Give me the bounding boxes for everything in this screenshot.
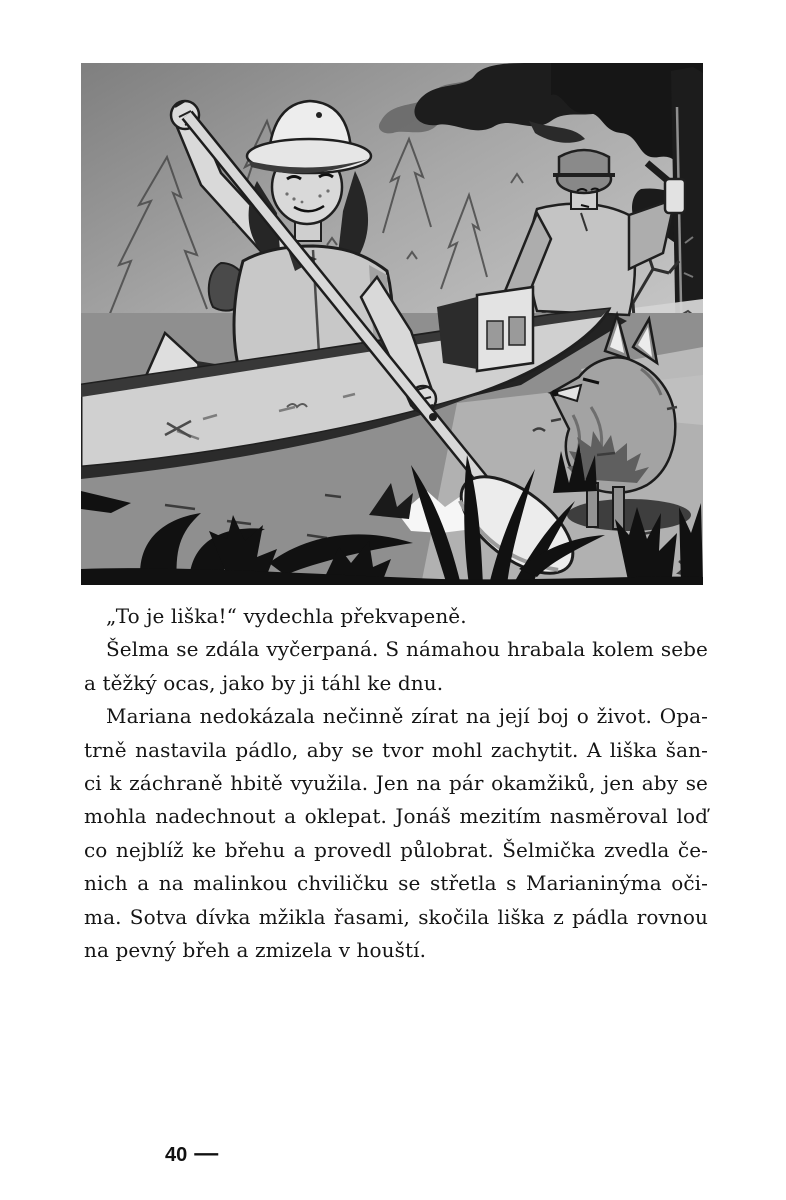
- text-line: Šelma se zdála vyčerpaná. S námahou hrabala kolem sebe: [106, 637, 708, 662]
- paragraph: [84, 700, 708, 967]
- text-line: na pevný břeh a zmizela v houští.: [84, 938, 427, 963]
- text-line: nich a na malinkou chviličku se střetla s Marianinýma oči-: [84, 871, 708, 896]
- body-text: [84, 600, 708, 967]
- text-line: ma. Sotva dívka mžikla řasami, skočila liška z pádla rovnou: [84, 904, 708, 929]
- canoe-scene-svg: [81, 63, 703, 585]
- text-line: trně nastavila pádlo, aby se tvor mohl zachytit. A liška šan-: [84, 737, 708, 762]
- text-line: a těžký ocas, jako by ji táhl ke dnu.: [84, 670, 444, 695]
- text-line: Mariana nedokázala nečinně zírat na její boj o život. Opa-: [106, 704, 708, 729]
- page-footer: [165, 1139, 219, 1167]
- paragraph: [84, 633, 708, 700]
- text-line: mohla nadechnout a oklepat. Jonáš mezitím nasměroval loď: [84, 804, 708, 829]
- text-line: „To je liška!“ vydechla překvapeně.: [106, 604, 467, 628]
- page-number: 40: [165, 1144, 188, 1166]
- footer-dash: —: [194, 1139, 219, 1167]
- paragraph: [84, 600, 708, 633]
- canoe-fox-illustration: [81, 63, 703, 585]
- text-line: co nejblíž ke břehu a provedl půlobrat. Šelmička zvedla če-: [84, 837, 708, 862]
- text-line: ci k záchraně hbitě využila. Jen na pár okamžiků, jen aby se: [84, 771, 708, 796]
